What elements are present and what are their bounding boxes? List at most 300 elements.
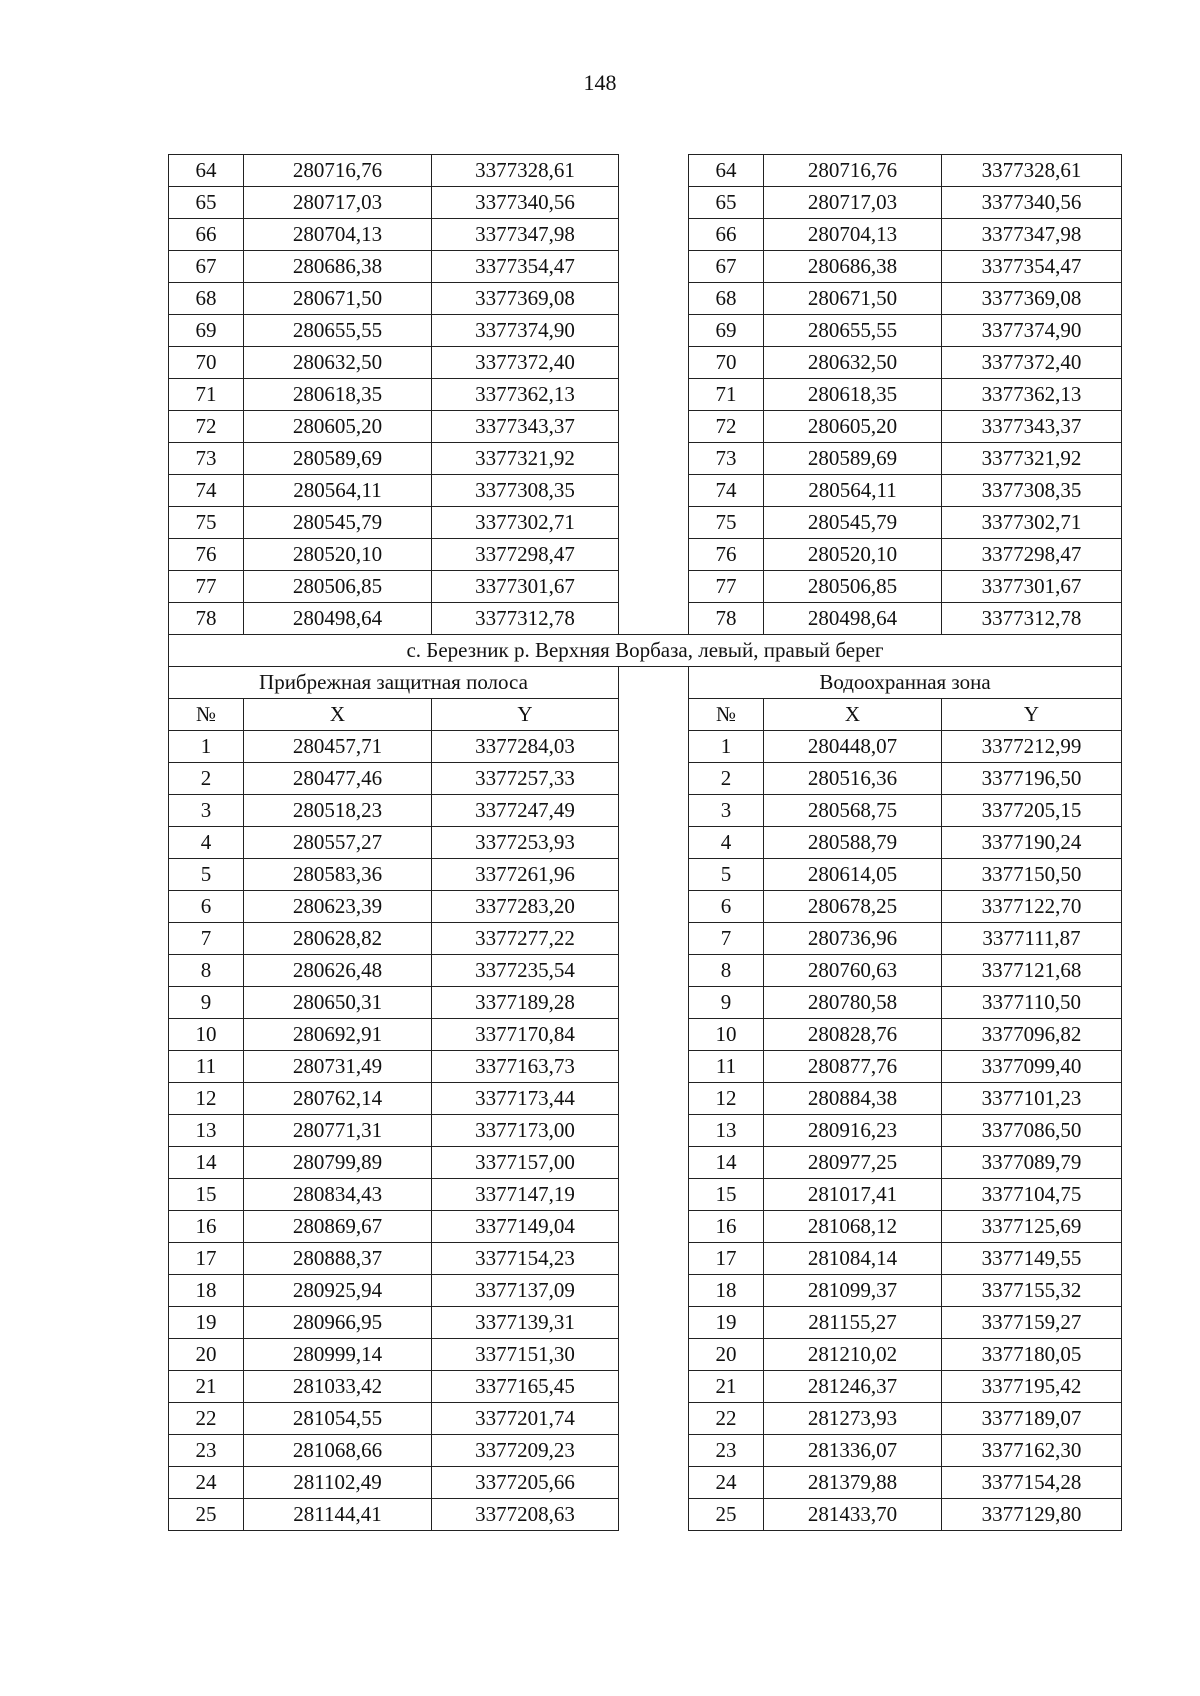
right-cell-x: 281210,02: [764, 1339, 942, 1371]
right-cell-num: 10: [689, 1019, 764, 1051]
right-cell-x: 280916,23: [764, 1115, 942, 1147]
right-cell-x: 280605,20: [764, 411, 942, 443]
table-row: [169, 315, 1122, 347]
left-cell-y: 3377301,67: [432, 571, 619, 603]
table-gap: [619, 571, 689, 603]
table-gap: [619, 1371, 689, 1403]
right-cell-x: 281017,41: [764, 1179, 942, 1211]
right-cell-x: 280516,36: [764, 763, 942, 795]
table-gap: [619, 283, 689, 315]
left-cell-x: 280498,64: [244, 603, 432, 635]
right-cell-y: 3377154,28: [942, 1467, 1122, 1499]
right-cell-num: 68: [689, 283, 764, 315]
table-gap: [619, 923, 689, 955]
right-cell-x: 281068,12: [764, 1211, 942, 1243]
table-row: [169, 507, 1122, 539]
table-gap: [619, 539, 689, 571]
table-row: [169, 1275, 1122, 1307]
left-cell-y: 3377149,04: [432, 1211, 619, 1243]
right-cell-x: 280671,50: [764, 283, 942, 315]
left-cell-x: 280589,69: [244, 443, 432, 475]
left-cell-y: 3377205,66: [432, 1467, 619, 1499]
table-row: [169, 923, 1122, 955]
table-row: [169, 987, 1122, 1019]
right-cell-num: 13: [689, 1115, 764, 1147]
left-cell-num: 77: [169, 571, 244, 603]
left-cell-x: 280771,31: [244, 1115, 432, 1147]
right-cell-y: 3377347,98: [942, 219, 1122, 251]
left-cell-x: 280628,82: [244, 923, 432, 955]
left-cell-x: 280834,43: [244, 1179, 432, 1211]
left-cell-num: 72: [169, 411, 244, 443]
left-cell-num: 19: [169, 1307, 244, 1339]
table-gap: [619, 795, 689, 827]
right-cell-y: 3377212,99: [942, 731, 1122, 763]
table-gap: [619, 1467, 689, 1499]
table-gap: [619, 987, 689, 1019]
left-cell-y: 3377374,90: [432, 315, 619, 347]
left-cell-y: 3377253,93: [432, 827, 619, 859]
right-cell-y: 3377121,68: [942, 955, 1122, 987]
left-cell-y: 3377201,74: [432, 1403, 619, 1435]
table-row: [169, 1467, 1122, 1499]
right-cell-y: 3377125,69: [942, 1211, 1122, 1243]
left-cell-y: 3377154,23: [432, 1243, 619, 1275]
right-cell-num: 22: [689, 1403, 764, 1435]
left-cell-num: 14: [169, 1147, 244, 1179]
right-cell-num: 19: [689, 1307, 764, 1339]
table-gap: [619, 731, 689, 763]
right-cell-y: 3377149,55: [942, 1243, 1122, 1275]
left-cell-num: 8: [169, 955, 244, 987]
right-cell-num: 14: [689, 1147, 764, 1179]
left-cell-x: 280966,95: [244, 1307, 432, 1339]
table-row: [169, 763, 1122, 795]
table-row: [169, 1179, 1122, 1211]
right-cell-x: 280884,38: [764, 1083, 942, 1115]
left-cell-x: 280692,91: [244, 1019, 432, 1051]
right-cell-y: 3377180,05: [942, 1339, 1122, 1371]
left-cell-x: 280518,23: [244, 795, 432, 827]
right-cell-x: 280877,76: [764, 1051, 942, 1083]
coordinates-table: [168, 154, 1122, 1531]
right-cell-y: 3377340,56: [942, 187, 1122, 219]
right-cell-num: 66: [689, 219, 764, 251]
right-cell-x: 280506,85: [764, 571, 942, 603]
right-cell-num: 18: [689, 1275, 764, 1307]
table-row: [169, 891, 1122, 923]
left-cell-num: 76: [169, 539, 244, 571]
left-cell-num: 68: [169, 283, 244, 315]
right-cell-num: 7: [689, 923, 764, 955]
left-cell-y: 3377209,23: [432, 1435, 619, 1467]
right-cell-y: 3377343,37: [942, 411, 1122, 443]
table-gap: [619, 1243, 689, 1275]
table-gap: [619, 315, 689, 347]
left-cell-y: 3377170,84: [432, 1019, 619, 1051]
table-gap: [619, 1019, 689, 1051]
right-cell-y: 3377162,30: [942, 1435, 1122, 1467]
table-row: [169, 603, 1122, 635]
table-row: [169, 411, 1122, 443]
left-cell-x: 280520,10: [244, 539, 432, 571]
table-row: [169, 1211, 1122, 1243]
right-cell-x: 280828,76: [764, 1019, 942, 1051]
left-cell-num: 16: [169, 1211, 244, 1243]
left-cell-y: 3377321,92: [432, 443, 619, 475]
table-gap: [619, 1307, 689, 1339]
table-row: [169, 219, 1122, 251]
right-cell-num: 8: [689, 955, 764, 987]
left-cell-y: 3377284,03: [432, 731, 619, 763]
right-cell-y: 3377086,50: [942, 1115, 1122, 1147]
table-row: [169, 155, 1122, 187]
right-cell-y: 3377321,92: [942, 443, 1122, 475]
left-cell-num: 24: [169, 1467, 244, 1499]
right-cell-num: 67: [689, 251, 764, 283]
table-row: [169, 187, 1122, 219]
right-cell-num: 65: [689, 187, 764, 219]
left-cell-x: 280583,36: [244, 859, 432, 891]
left-cell-x: 280506,85: [244, 571, 432, 603]
table-gap: [619, 667, 689, 699]
coordinates-tables: [168, 154, 1121, 1531]
left-cell-num: 70: [169, 347, 244, 379]
left-cell-y: 3377354,47: [432, 251, 619, 283]
table-gap: [619, 955, 689, 987]
left-cell-num: 2: [169, 763, 244, 795]
right-cell-num: 69: [689, 315, 764, 347]
right-cell-y: 3377122,70: [942, 891, 1122, 923]
right-cell-x: 280520,10: [764, 539, 942, 571]
left-cell-num: 3: [169, 795, 244, 827]
table-gap: [619, 379, 689, 411]
right-cell-y: 3377195,42: [942, 1371, 1122, 1403]
right-cell-num: 25: [689, 1499, 764, 1531]
right-cell-y: 3377362,13: [942, 379, 1122, 411]
table-row: [169, 347, 1122, 379]
table-row: [169, 1403, 1122, 1435]
right-cell-x: 280977,25: [764, 1147, 942, 1179]
left-cell-y: 3377340,56: [432, 187, 619, 219]
left-cell-num: 65: [169, 187, 244, 219]
right-table-title: Водоохранная зона: [689, 667, 1122, 699]
left-cell-x: 281102,49: [244, 1467, 432, 1499]
table-gap: [619, 1211, 689, 1243]
left-cell-x: 280731,49: [244, 1051, 432, 1083]
right-cell-y: 3377205,15: [942, 795, 1122, 827]
right-cell-num: 75: [689, 507, 764, 539]
right-cell-y: 3377328,61: [942, 155, 1122, 187]
right-cell-y: 3377374,90: [942, 315, 1122, 347]
right-cell-num: 4: [689, 827, 764, 859]
left-cell-x: 280925,94: [244, 1275, 432, 1307]
left-cell-x: 281144,41: [244, 1499, 432, 1531]
left-cell-y: 3377147,19: [432, 1179, 619, 1211]
right-cell-x: 281433,70: [764, 1499, 942, 1531]
left-cell-y: 3377257,33: [432, 763, 619, 795]
right-cell-num: 1: [689, 731, 764, 763]
left-cell-x: 280623,39: [244, 891, 432, 923]
table-row: [169, 1019, 1122, 1051]
table-gap: [619, 891, 689, 923]
right-cell-x: 280545,79: [764, 507, 942, 539]
right-cell-x: 280736,96: [764, 923, 942, 955]
table-gap: [619, 187, 689, 219]
section-rows: [169, 731, 1122, 1531]
right-cell-num: 72: [689, 411, 764, 443]
table-gap: [619, 251, 689, 283]
right-cell-num: 74: [689, 475, 764, 507]
left-cell-y: 3377151,30: [432, 1339, 619, 1371]
left-cell-y: 3377173,00: [432, 1115, 619, 1147]
right-col-x: X: [764, 699, 942, 731]
left-cell-y: 3377328,61: [432, 155, 619, 187]
left-cell-x: 280632,50: [244, 347, 432, 379]
left-cell-x: 280626,48: [244, 955, 432, 987]
left-cell-num: 18: [169, 1275, 244, 1307]
left-cell-y: 3377347,98: [432, 219, 619, 251]
right-cell-y: 3377308,35: [942, 475, 1122, 507]
table-row: [169, 1435, 1122, 1467]
left-cell-num: 20: [169, 1339, 244, 1371]
right-cell-x: 280632,50: [764, 347, 942, 379]
section-header: [169, 635, 1122, 731]
left-cell-x: 280564,11: [244, 475, 432, 507]
table-gap: [619, 1115, 689, 1147]
left-cell-y: 3377139,31: [432, 1307, 619, 1339]
table-row: [169, 443, 1122, 475]
left-cell-x: 280671,50: [244, 283, 432, 315]
left-cell-num: 7: [169, 923, 244, 955]
left-cell-num: 13: [169, 1115, 244, 1147]
left-cell-y: 3377235,54: [432, 955, 619, 987]
left-table-title: Прибрежная защитная полоса: [169, 667, 619, 699]
table-gap: [619, 443, 689, 475]
right-cell-y: 3377099,40: [942, 1051, 1122, 1083]
right-cell-x: 280589,69: [764, 443, 942, 475]
left-cell-num: 78: [169, 603, 244, 635]
table-row: [169, 1051, 1122, 1083]
table-row: [169, 731, 1122, 763]
right-cell-y: 3377150,50: [942, 859, 1122, 891]
right-cell-num: 77: [689, 571, 764, 603]
left-col-num: №: [169, 699, 244, 731]
table-gap: [619, 603, 689, 635]
table-gap: [619, 1083, 689, 1115]
left-cell-num: 21: [169, 1371, 244, 1403]
right-cell-num: 71: [689, 379, 764, 411]
left-cell-y: 3377298,47: [432, 539, 619, 571]
left-cell-y: 3377165,45: [432, 1371, 619, 1403]
right-cell-num: 11: [689, 1051, 764, 1083]
table-gap: [619, 1499, 689, 1531]
left-cell-x: 280557,27: [244, 827, 432, 859]
table-row: [169, 859, 1122, 891]
table-gap: [619, 155, 689, 187]
left-cell-y: 3377137,09: [432, 1275, 619, 1307]
left-cell-num: 71: [169, 379, 244, 411]
left-cell-y: 3377163,73: [432, 1051, 619, 1083]
left-cell-x: 280704,13: [244, 219, 432, 251]
left-cell-num: 12: [169, 1083, 244, 1115]
table-gap: [619, 699, 689, 731]
table-row: [169, 827, 1122, 859]
table-gap: [619, 1403, 689, 1435]
table-gap: [619, 763, 689, 795]
left-cell-y: 3377173,44: [432, 1083, 619, 1115]
right-cell-num: 16: [689, 1211, 764, 1243]
left-cell-num: 23: [169, 1435, 244, 1467]
left-col-x: X: [244, 699, 432, 731]
left-cell-num: 74: [169, 475, 244, 507]
right-cell-num: 64: [689, 155, 764, 187]
left-cell-num: 75: [169, 507, 244, 539]
right-cell-x: 280704,13: [764, 219, 942, 251]
table-row: [169, 1339, 1122, 1371]
right-cell-x: 281099,37: [764, 1275, 942, 1307]
left-cell-y: 3377277,22: [432, 923, 619, 955]
left-cell-x: 280717,03: [244, 187, 432, 219]
right-cell-y: 3377354,47: [942, 251, 1122, 283]
right-cell-x: 280564,11: [764, 475, 942, 507]
left-cell-num: 6: [169, 891, 244, 923]
table-row: [169, 571, 1122, 603]
left-cell-x: 280477,46: [244, 763, 432, 795]
left-cell-x: 280999,14: [244, 1339, 432, 1371]
section-title: с. Березник р. Верхняя Ворбаза, левый, правый берег: [169, 635, 1122, 667]
table-row: [169, 1371, 1122, 1403]
right-cell-y: 3377089,79: [942, 1147, 1122, 1179]
right-cell-num: 17: [689, 1243, 764, 1275]
left-cell-x: 280605,20: [244, 411, 432, 443]
right-cell-y: 3377096,82: [942, 1019, 1122, 1051]
right-cell-x: 280614,05: [764, 859, 942, 891]
right-cell-y: 3377189,07: [942, 1403, 1122, 1435]
table-gap: [619, 1147, 689, 1179]
table-row: [169, 1499, 1122, 1531]
left-cell-num: 4: [169, 827, 244, 859]
left-cell-num: 5: [169, 859, 244, 891]
table-gap: [619, 859, 689, 891]
left-cell-y: 3377283,20: [432, 891, 619, 923]
table-gap: [619, 1339, 689, 1371]
table-gap: [619, 411, 689, 443]
table-gap: [619, 475, 689, 507]
right-cell-x: 280780,58: [764, 987, 942, 1019]
right-cell-x: 280568,75: [764, 795, 942, 827]
right-cell-y: 3377312,78: [942, 603, 1122, 635]
left-cell-x: 280869,67: [244, 1211, 432, 1243]
table-gap: [619, 1051, 689, 1083]
left-cell-y: 3377247,49: [432, 795, 619, 827]
left-col-y: Y: [432, 699, 619, 731]
right-cell-y: 3377301,67: [942, 571, 1122, 603]
left-cell-y: 3377312,78: [432, 603, 619, 635]
right-cell-x: 281246,37: [764, 1371, 942, 1403]
page-number: 148: [583, 70, 617, 95]
right-cell-num: 73: [689, 443, 764, 475]
left-cell-num: 67: [169, 251, 244, 283]
left-cell-num: 66: [169, 219, 244, 251]
right-cell-x: 281084,14: [764, 1243, 942, 1275]
right-cell-y: 3377129,80: [942, 1499, 1122, 1531]
right-cell-num: 23: [689, 1435, 764, 1467]
right-cell-x: 280655,55: [764, 315, 942, 347]
right-cell-x: 280716,76: [764, 155, 942, 187]
table-gap: [619, 1275, 689, 1307]
left-cell-x: 280457,71: [244, 731, 432, 763]
left-cell-num: 25: [169, 1499, 244, 1531]
left-cell-num: 15: [169, 1179, 244, 1211]
left-cell-y: 3377308,35: [432, 475, 619, 507]
table-gap: [619, 827, 689, 859]
right-cell-num: 15: [689, 1179, 764, 1211]
left-cell-num: 1: [169, 731, 244, 763]
right-cell-y: 3377190,24: [942, 827, 1122, 859]
right-cell-x: 281273,93: [764, 1403, 942, 1435]
left-cell-y: 3377261,96: [432, 859, 619, 891]
right-cell-num: 21: [689, 1371, 764, 1403]
right-cell-num: 2: [689, 763, 764, 795]
left-cell-y: 3377372,40: [432, 347, 619, 379]
continued-rows: [169, 155, 1122, 635]
table-row: [169, 475, 1122, 507]
right-cell-x: 281336,07: [764, 1435, 942, 1467]
right-cell-num: 9: [689, 987, 764, 1019]
right-cell-num: 3: [689, 795, 764, 827]
left-cell-y: 3377302,71: [432, 507, 619, 539]
right-cell-num: 20: [689, 1339, 764, 1371]
right-cell-y: 3377302,71: [942, 507, 1122, 539]
left-cell-y: 3377157,00: [432, 1147, 619, 1179]
table-row: [169, 1307, 1122, 1339]
left-cell-x: 280545,79: [244, 507, 432, 539]
left-cell-x: 280762,14: [244, 1083, 432, 1115]
table-gap: [619, 507, 689, 539]
left-cell-num: 73: [169, 443, 244, 475]
right-cell-x: 280760,63: [764, 955, 942, 987]
right-cell-y: 3377101,23: [942, 1083, 1122, 1115]
left-cell-x: 280888,37: [244, 1243, 432, 1275]
left-cell-x: 281054,55: [244, 1403, 432, 1435]
right-col-num: №: [689, 699, 764, 731]
left-cell-num: 9: [169, 987, 244, 1019]
right-cell-y: 3377159,27: [942, 1307, 1122, 1339]
right-col-y: Y: [942, 699, 1122, 731]
right-cell-y: 3377372,40: [942, 347, 1122, 379]
left-cell-x: 280716,76: [244, 155, 432, 187]
left-cell-num: 10: [169, 1019, 244, 1051]
right-cell-num: 70: [689, 347, 764, 379]
table-row: [169, 539, 1122, 571]
table-row: [169, 1115, 1122, 1147]
right-cell-num: 6: [689, 891, 764, 923]
table-row: [169, 251, 1122, 283]
left-cell-num: 69: [169, 315, 244, 347]
left-cell-num: 22: [169, 1403, 244, 1435]
right-cell-num: 12: [689, 1083, 764, 1115]
right-cell-x: 281379,88: [764, 1467, 942, 1499]
table-row: [169, 1147, 1122, 1179]
left-cell-x: 280686,38: [244, 251, 432, 283]
right-cell-y: 3377369,08: [942, 283, 1122, 315]
table-row: [169, 283, 1122, 315]
left-cell-x: 280618,35: [244, 379, 432, 411]
right-cell-x: 280686,38: [764, 251, 942, 283]
right-cell-y: 3377110,50: [942, 987, 1122, 1019]
right-cell-y: 3377196,50: [942, 763, 1122, 795]
